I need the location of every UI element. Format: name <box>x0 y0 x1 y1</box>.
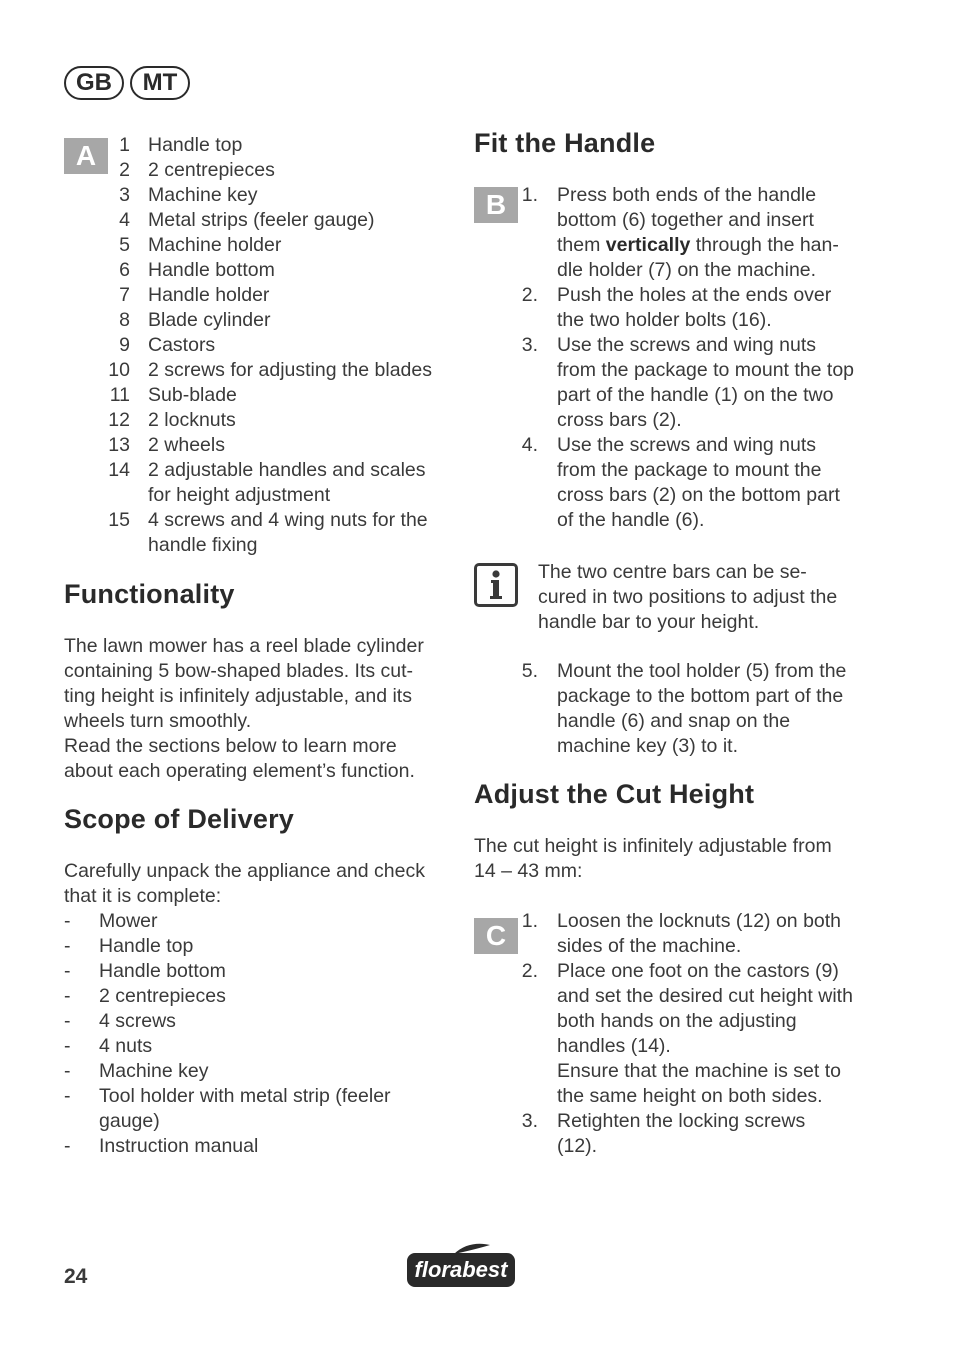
list-item: - 2 centrepieces <box>64 985 226 1007</box>
list-item: - Tool holder with metal strip (feeler gauge) <box>64 1085 391 1132</box>
fit-handle-steps <box>520 183 860 533</box>
list-item: 15 4 screws and 4 wing nuts for the handle fixing <box>108 509 428 556</box>
scope-heading: Scope of Delivery <box>64 804 294 834</box>
list-item: - Mower <box>64 910 158 932</box>
page-number: 24 <box>64 1265 88 1288</box>
list-item: 2. Push the holes at the ends over the two holder bolts (16). <box>521 284 832 331</box>
fit-handle-step5 <box>520 659 860 759</box>
list-item: - 4 screws <box>64 1010 176 1032</box>
parts-list <box>100 133 460 558</box>
list-item: 8 Blade cylinder <box>119 309 271 331</box>
language-badges <box>64 66 190 100</box>
list-item: 1. Press both ends of the handle bottom (6) together and insert them vertically through the han-dle holder (7) on the machine. <box>521 184 839 281</box>
list-item: 13 2 wheels <box>108 434 225 456</box>
figure-marker-a: A <box>64 138 108 174</box>
list-item: 4. Use the screws and wing nuts from the package to mount the cross bars (2) on the bottom part of the handle (6). <box>521 434 840 531</box>
list-item: 3 Machine key <box>119 184 258 206</box>
list-item: 2. Place one foot on the castors (9) and set the desired cut height with both hands on the adjusting handles (14). <box>521 960 853 1057</box>
functionality-text: The lawn mower has a reel blade cylinder containing 5 bow-shaped blades. Its cut- ting height is infinitely adjustable, and its wheels turn smoothly. Read the sections below to learn more about each operating element’s function. <box>64 635 424 782</box>
figure-marker-c: C <box>474 918 518 954</box>
list-item: 7 Handle holder <box>119 284 270 306</box>
lang-badge-gb: GB <box>64 66 124 100</box>
list-item: - Handle top <box>64 935 194 957</box>
cut-height-heading: Adjust the Cut Height <box>474 779 755 809</box>
cut-height-intro: The cut height is infinitely adjustable from 14 – 43 mm: <box>474 835 832 882</box>
list-item: - Instruction manual <box>64 1135 259 1157</box>
list-item: 6 Handle bottom <box>119 259 275 281</box>
florabest-logo: florabest <box>407 1253 515 1287</box>
list-item: 11 Sub-blade <box>109 384 237 406</box>
list-item: 5 Machine holder <box>119 234 282 256</box>
list-item: - Handle bottom <box>64 960 226 982</box>
fit-handle-heading: Fit the Handle <box>474 128 656 158</box>
list-item: 4 Metal strips (feeler gauge) <box>119 209 375 231</box>
list-item: 9 Castors <box>119 334 216 356</box>
list-item: 3. Use the screws and wing nuts from the package to mount the top part of the handle (1) on the two cross bars (2). <box>521 334 855 431</box>
info-note-text: The two centre bars can be se- cured in two positions to adjust the handle bar to your height. <box>538 561 838 633</box>
list-item: 12 2 locknuts <box>108 409 236 431</box>
list-item: 10 2 screws for adjusting the blades <box>108 359 432 381</box>
list-item: Ensure that the machine is set to the same height on both sides. <box>557 1060 841 1107</box>
list-item: 3. Retighten the locking screws (12). <box>521 1110 806 1157</box>
logo-leaf-icon <box>452 1242 492 1256</box>
list-item: 5. Mount the tool holder (5) from the package to the bottom part of the handle (6) and snap on the machine key (3) to it. <box>521 660 847 757</box>
lang-badge-mt: MT <box>130 66 190 100</box>
list-item: 2 2 centrepieces <box>119 159 275 181</box>
list-item: - Machine key <box>64 1060 209 1082</box>
cut-height-steps <box>520 909 865 1159</box>
list-item: 1 Handle top <box>119 134 243 156</box>
scope-intro: Carefully unpack the appliance and check that it is complete: <box>64 860 425 907</box>
functionality-heading: Functionality <box>64 579 235 609</box>
list-item: 1. Loosen the locknuts (12) on both sides of the machine. <box>521 910 842 957</box>
scope-list <box>64 909 454 1159</box>
list-item: 14 2 adjustable handles and scales for height adjustment <box>108 459 426 506</box>
list-item: - 4 nuts <box>64 1035 153 1057</box>
figure-marker-b: B <box>474 187 518 223</box>
info-icon <box>474 563 518 607</box>
